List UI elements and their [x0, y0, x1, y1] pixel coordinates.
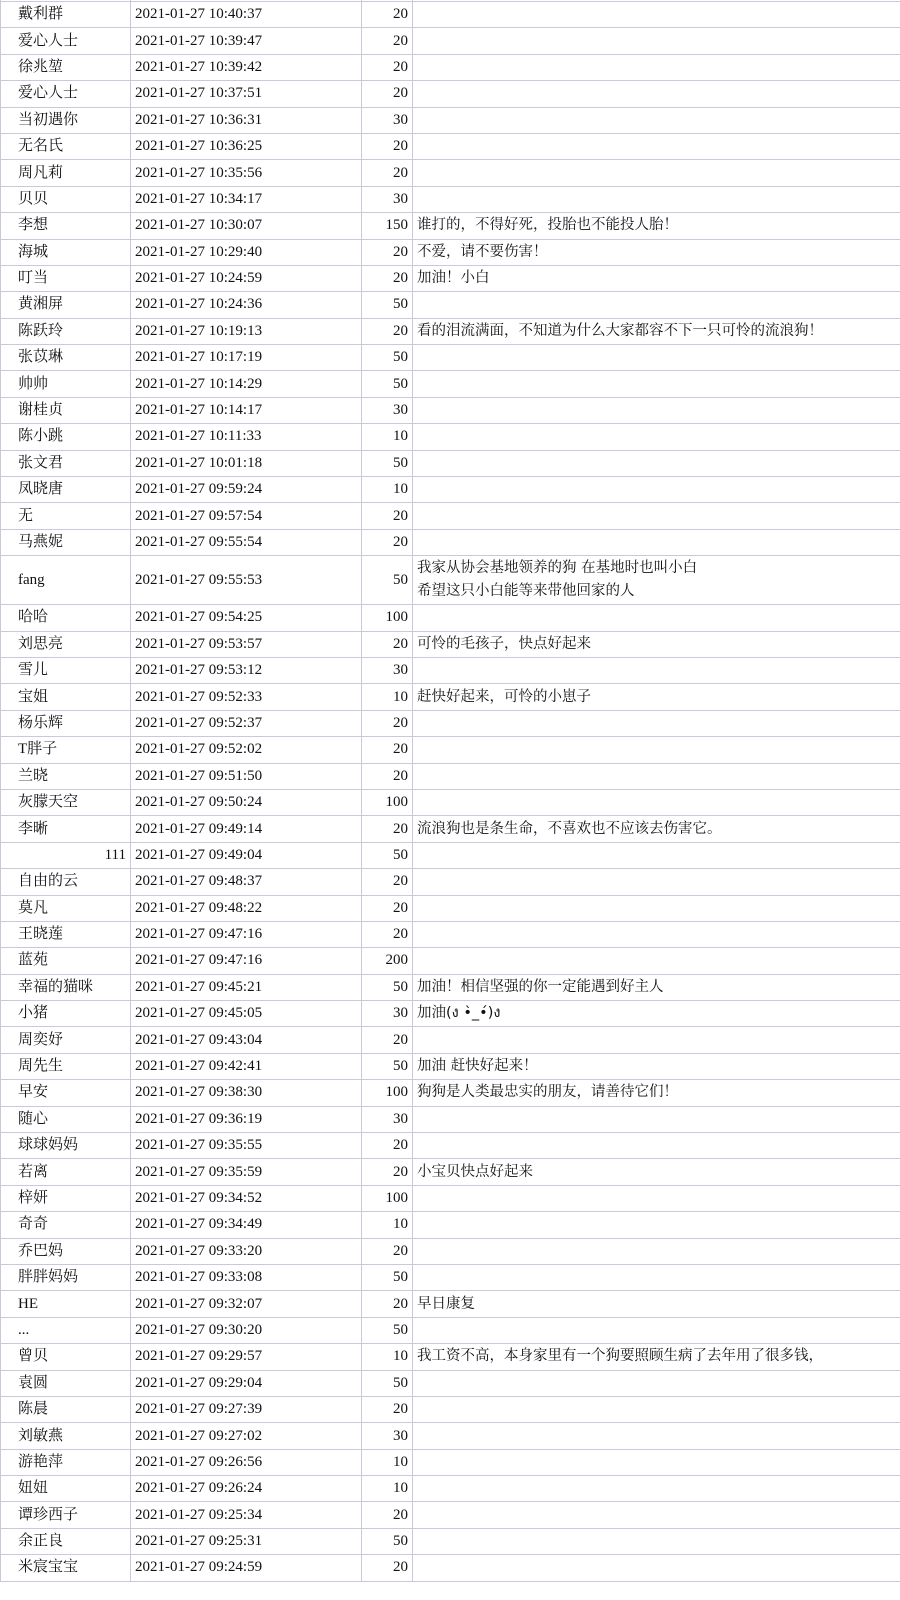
donation-time-cell: 2021-01-27 09:33:20	[131, 1238, 362, 1264]
donation-time-cell: 2021-01-27 09:30:20	[131, 1317, 362, 1343]
donation-time-cell: 2021-01-27 09:32:07	[131, 1291, 362, 1317]
table-row	[1, 816, 900, 842]
message-cell	[413, 763, 900, 789]
message-cell: 加油 赶快好起来！	[413, 1053, 900, 1079]
donation-amount-cell: 20	[362, 869, 413, 895]
table-row	[1, 710, 900, 736]
donation-amount-cell: 30	[362, 107, 413, 133]
message-cell	[413, 1238, 900, 1264]
donor-name-cell: 蓝苑	[1, 948, 131, 974]
donation-time-cell: 2021-01-27 09:47:16	[131, 948, 362, 974]
donation-amount-cell: 100	[362, 1185, 413, 1211]
donation-time-cell: 2021-01-27 09:55:54	[131, 529, 362, 555]
donor-name-cell: 叮当	[1, 265, 131, 291]
message-cell	[413, 2, 900, 28]
donation-amount-cell: 20	[362, 1238, 413, 1264]
table-row	[1, 1212, 900, 1238]
message-cell	[413, 869, 900, 895]
donation-time-cell: 2021-01-27 09:52:02	[131, 737, 362, 763]
donation-time-cell: 2021-01-27 09:54:25	[131, 605, 362, 631]
donation-amount-cell: 20	[362, 81, 413, 107]
donor-name-cell: 莫凡	[1, 895, 131, 921]
donation-time-cell: 2021-01-27 10:24:36	[131, 292, 362, 318]
table-row	[1, 789, 900, 815]
table-row	[1, 1106, 900, 1132]
donor-name-cell: 幸福的猫咪	[1, 974, 131, 1000]
donation-amount-cell: 30	[362, 397, 413, 423]
donation-amount-cell: 30	[362, 657, 413, 683]
message-cell	[413, 948, 900, 974]
donation-amount-cell: 20	[362, 529, 413, 555]
table-row	[1, 974, 900, 1000]
donation-time-cell: 2021-01-27 09:45:21	[131, 974, 362, 1000]
donor-name-cell: 球球妈妈	[1, 1133, 131, 1159]
table-row	[1, 1370, 900, 1396]
donor-name-cell: 袁圆	[1, 1370, 131, 1396]
table-row	[1, 948, 900, 974]
donor-name-cell: 随心	[1, 1106, 131, 1132]
table-row	[1, 763, 900, 789]
donation-amount-cell: 100	[362, 789, 413, 815]
donor-name-cell: 李想	[1, 213, 131, 239]
table-row	[1, 1449, 900, 1475]
message-cell	[413, 397, 900, 423]
donor-name-cell: 陈跃玲	[1, 318, 131, 344]
message-cell	[413, 556, 900, 605]
donation-time-cell: 2021-01-27 10:29:40	[131, 239, 362, 265]
donor-name-cell: 张文君	[1, 450, 131, 476]
donation-time-cell: 2021-01-27 09:49:04	[131, 842, 362, 868]
donation-time-cell: 2021-01-27 09:50:24	[131, 789, 362, 815]
table-row	[1, 1344, 900, 1370]
donation-amount-cell: 30	[362, 1423, 413, 1449]
message-cell: 可怜的毛孩子，快点好起来	[413, 631, 900, 657]
table-row	[1, 265, 900, 291]
table-row	[1, 1080, 900, 1106]
donor-name-cell: 张苡琳	[1, 345, 131, 371]
donation-time-cell: 2021-01-27 09:45:05	[131, 1001, 362, 1027]
table-row	[1, 631, 900, 657]
donor-name-cell: 徐兆堃	[1, 54, 131, 80]
donor-name-cell: 哈哈	[1, 605, 131, 631]
donation-time-cell: 2021-01-27 09:51:50	[131, 763, 362, 789]
table-row	[1, 450, 900, 476]
donation-amount-cell: 100	[362, 1080, 413, 1106]
donation-time-cell: 2021-01-27 09:52:33	[131, 684, 362, 710]
table-row	[1, 503, 900, 529]
donation-amount-cell: 50	[362, 1317, 413, 1343]
message-cell	[413, 1449, 900, 1475]
donation-amount-cell: 20	[362, 1027, 413, 1053]
message-cell	[413, 107, 900, 133]
donor-name-cell: 自由的云	[1, 869, 131, 895]
donation-time-cell: 2021-01-27 09:53:12	[131, 657, 362, 683]
donation-time-cell: 2021-01-27 10:36:31	[131, 107, 362, 133]
donation-amount-cell: 20	[362, 1133, 413, 1159]
donor-name-cell: 谭珍西子	[1, 1502, 131, 1528]
donation-amount-cell: 20	[362, 265, 413, 291]
message-cell	[413, 28, 900, 54]
donor-name-cell: 当初遇你	[1, 107, 131, 133]
donation-time-cell: 2021-01-27 09:34:49	[131, 1212, 362, 1238]
donor-name-cell: 爱心人士	[1, 28, 131, 54]
donation-amount-cell: 20	[362, 1159, 413, 1185]
table-row	[1, 1185, 900, 1211]
message-cell	[413, 605, 900, 631]
message-cell	[413, 1528, 900, 1554]
table-row	[1, 133, 900, 159]
table-row	[1, 213, 900, 239]
donor-name-cell: 兰晓	[1, 763, 131, 789]
message-line: 我家从协会基地领养的狗 在基地时也叫小白	[417, 560, 698, 577]
message-cell: 赶快好起来，可怜的小崽子	[413, 684, 900, 710]
donor-name-cell: 杨乐辉	[1, 710, 131, 736]
table-row	[1, 1476, 900, 1502]
donation-amount-cell: 10	[362, 1344, 413, 1370]
donation-amount-cell: 50	[362, 842, 413, 868]
donation-amount-cell: 50	[362, 1053, 413, 1079]
message-cell	[413, 1317, 900, 1343]
donor-name-cell: 周先生	[1, 1053, 131, 1079]
donation-time-cell: 2021-01-27 10:01:18	[131, 450, 362, 476]
donation-time-cell: 2021-01-27 10:11:33	[131, 424, 362, 450]
message-cell: 狗狗是人类最忠实的朋友，请善待它们！	[413, 1080, 900, 1106]
message-cell	[413, 424, 900, 450]
donor-name-cell: 爱心人士	[1, 81, 131, 107]
donation-time-cell: 2021-01-27 09:29:57	[131, 1344, 362, 1370]
table-row	[1, 1027, 900, 1053]
message-cell	[413, 186, 900, 212]
donation-time-cell: 2021-01-27 10:24:59	[131, 265, 362, 291]
donation-time-cell: 2021-01-27 09:48:37	[131, 869, 362, 895]
donation-time-cell: 2021-01-27 09:26:56	[131, 1449, 362, 1475]
donor-name-cell: 奇奇	[1, 1212, 131, 1238]
table-row	[1, 605, 900, 631]
message-cell	[413, 292, 900, 318]
donation-amount-cell: 20	[362, 133, 413, 159]
donor-name-cell: 无名氏	[1, 133, 131, 159]
donation-time-cell: 2021-01-27 10:14:17	[131, 397, 362, 423]
donation-amount-cell: 10	[362, 424, 413, 450]
message-cell: 早日康复	[413, 1291, 900, 1317]
donation-time-cell: 2021-01-27 09:57:54	[131, 503, 362, 529]
donation-amount-cell: 20	[362, 1291, 413, 1317]
donation-amount-cell: 20	[362, 1555, 413, 1581]
donation-amount-cell: 20	[362, 160, 413, 186]
donor-name-cell: 111	[1, 842, 131, 868]
message-cell	[413, 450, 900, 476]
table-row	[1, 556, 900, 605]
table-row	[1, 1264, 900, 1290]
message-cell	[413, 1423, 900, 1449]
message-cell: 谁打的，不得好死，投胎也不能投人胎！	[413, 213, 900, 239]
message-cell	[413, 1555, 900, 1581]
donor-name-cell: 陈晨	[1, 1396, 131, 1422]
donation-time-cell: 2021-01-27 09:59:24	[131, 477, 362, 503]
donor-name-cell: 若离	[1, 1159, 131, 1185]
message-cell	[413, 81, 900, 107]
table-row	[1, 292, 900, 318]
donation-time-cell: 2021-01-27 10:35:56	[131, 160, 362, 186]
message-cell: 小宝贝快点好起来	[413, 1159, 900, 1185]
donation-time-cell: 2021-01-27 09:27:39	[131, 1396, 362, 1422]
table-row	[1, 54, 900, 80]
donation-amount-cell: 30	[362, 1106, 413, 1132]
table-row	[1, 921, 900, 947]
donor-name-cell: 余正良	[1, 1528, 131, 1554]
message-cell	[413, 54, 900, 80]
donation-time-cell: 2021-01-27 09:36:19	[131, 1106, 362, 1132]
message-cell	[413, 1476, 900, 1502]
table-row	[1, 371, 900, 397]
donation-amount-cell: 10	[362, 684, 413, 710]
table-row	[1, 107, 900, 133]
donation-amount-cell: 30	[362, 186, 413, 212]
message-line: 希望这只小白能等来带他回家的人	[417, 583, 635, 600]
donor-name-cell: fang	[1, 556, 131, 605]
donor-name-cell: 李晰	[1, 816, 131, 842]
donation-amount-cell: 20	[362, 503, 413, 529]
donation-amount-cell: 50	[362, 345, 413, 371]
table-row	[1, 1502, 900, 1528]
donation-amount-cell: 100	[362, 605, 413, 631]
table-row	[1, 81, 900, 107]
message-cell	[413, 1185, 900, 1211]
table-row	[1, 1001, 900, 1027]
message-cell	[413, 477, 900, 503]
table-row	[1, 239, 900, 265]
message-cell	[413, 1027, 900, 1053]
donation-time-cell: 2021-01-27 09:27:02	[131, 1423, 362, 1449]
donation-amount-cell: 50	[362, 556, 413, 605]
message-cell: 加油(ง •̀_•́)ง	[413, 1001, 900, 1027]
message-cell	[413, 1264, 900, 1290]
table-row	[1, 424, 900, 450]
table-row	[1, 1423, 900, 1449]
table-row	[1, 1555, 900, 1581]
donation-amount-cell: 20	[362, 54, 413, 80]
donor-name-cell: 王晓莲	[1, 921, 131, 947]
donor-name-cell: 宝姐	[1, 684, 131, 710]
donation-amount-cell: 10	[362, 1449, 413, 1475]
donation-amount-cell: 10	[362, 1212, 413, 1238]
table-row	[1, 1133, 900, 1159]
donor-name-cell: 曾贝	[1, 1344, 131, 1370]
donation-time-cell: 2021-01-27 09:25:31	[131, 1528, 362, 1554]
table-row	[1, 842, 900, 868]
donation-amount-cell: 50	[362, 1528, 413, 1554]
message-cell	[413, 921, 900, 947]
table-row	[1, 28, 900, 54]
donor-name-cell: 刘思亮	[1, 631, 131, 657]
message-cell	[413, 737, 900, 763]
donor-name-cell: ...	[1, 1317, 131, 1343]
table-row	[1, 345, 900, 371]
donation-time-cell: 2021-01-27 10:39:47	[131, 28, 362, 54]
donation-amount-cell: 20	[362, 1396, 413, 1422]
table-row	[1, 1238, 900, 1264]
donation-time-cell: 2021-01-27 09:42:41	[131, 1053, 362, 1079]
donor-name-cell: 无	[1, 503, 131, 529]
donation-amount-cell: 30	[362, 1001, 413, 1027]
donation-time-cell: 2021-01-27 09:33:08	[131, 1264, 362, 1290]
donor-name-cell: 米宸宝宝	[1, 1555, 131, 1581]
donation-amount-cell: 200	[362, 948, 413, 974]
message-cell	[413, 1212, 900, 1238]
message-cell	[413, 657, 900, 683]
table-row	[1, 318, 900, 344]
donation-amount-cell: 20	[362, 710, 413, 736]
donor-name-cell: HE	[1, 1291, 131, 1317]
donation-amount-cell: 20	[362, 28, 413, 54]
table-row	[1, 160, 900, 186]
donor-name-cell: 帅帅	[1, 371, 131, 397]
donation-time-cell: 2021-01-27 10:39:42	[131, 54, 362, 80]
message-cell	[413, 345, 900, 371]
message-cell	[413, 1370, 900, 1396]
message-cell	[413, 895, 900, 921]
donation-amount-cell: 50	[362, 371, 413, 397]
donation-time-cell: 2021-01-27 09:35:59	[131, 1159, 362, 1185]
donation-amount-cell: 50	[362, 450, 413, 476]
table-row	[1, 1528, 900, 1554]
message-cell	[413, 1133, 900, 1159]
message-cell: 加油！小白	[413, 265, 900, 291]
donor-name-cell: 贝贝	[1, 186, 131, 212]
table-row	[1, 397, 900, 423]
donation-time-cell: 2021-01-27 09:38:30	[131, 1080, 362, 1106]
donor-name-cell: 妞妞	[1, 1476, 131, 1502]
donor-name-cell: 小猪	[1, 1001, 131, 1027]
table-row	[1, 869, 900, 895]
donation-time-cell: 2021-01-27 10:40:37	[131, 2, 362, 28]
donor-name-cell: 早安	[1, 1080, 131, 1106]
donation-amount-cell: 20	[362, 763, 413, 789]
donation-time-cell: 2021-01-27 09:29:04	[131, 1370, 362, 1396]
table-row	[1, 2, 900, 28]
message-cell	[413, 1396, 900, 1422]
message-cell: 我工资不高，本身家里有一个狗要照顾生病了去年用了很多钱，	[413, 1344, 900, 1370]
donation-amount-cell: 50	[362, 1370, 413, 1396]
table-row	[1, 1159, 900, 1185]
donation-time-cell: 2021-01-27 09:24:59	[131, 1555, 362, 1581]
donation-amount-cell: 20	[362, 318, 413, 344]
donor-name-cell: 周奕妤	[1, 1027, 131, 1053]
donation-amount-cell: 50	[362, 1264, 413, 1290]
message-cell	[413, 710, 900, 736]
donation-time-cell: 2021-01-27 10:34:17	[131, 186, 362, 212]
donation-amount-cell: 10	[362, 1476, 413, 1502]
donation-time-cell: 2021-01-27 10:19:13	[131, 318, 362, 344]
message-cell: 加油！相信坚强的你一定能遇到好主人	[413, 974, 900, 1000]
table-row	[1, 737, 900, 763]
donor-name-cell: 游艳萍	[1, 1449, 131, 1475]
donation-time-cell: 2021-01-27 10:14:29	[131, 371, 362, 397]
donor-name-cell: 马燕妮	[1, 529, 131, 555]
message-cell	[413, 789, 900, 815]
donation-amount-cell: 20	[362, 737, 413, 763]
message-cell	[413, 1106, 900, 1132]
donation-amount-cell: 20	[362, 895, 413, 921]
donor-name-cell: 雪儿	[1, 657, 131, 683]
message-cell: 看的泪流满面，不知道为什么大家都容不下一只可怜的流浪狗！	[413, 318, 900, 344]
table-row	[1, 1053, 900, 1079]
donation-time-cell: 2021-01-27 10:17:19	[131, 345, 362, 371]
donor-name-cell: 刘敏燕	[1, 1423, 131, 1449]
table-row	[1, 186, 900, 212]
donation-time-cell: 2021-01-27 09:47:16	[131, 921, 362, 947]
message-cell	[413, 529, 900, 555]
donation-time-cell: 2021-01-27 09:48:22	[131, 895, 362, 921]
donation-amount-cell: 50	[362, 974, 413, 1000]
donation-amount-cell: 10	[362, 477, 413, 503]
donation-time-cell: 2021-01-27 10:37:51	[131, 81, 362, 107]
table-row	[1, 895, 900, 921]
donor-name-cell: 戴利群	[1, 2, 131, 28]
donation-amount-cell: 150	[362, 213, 413, 239]
donor-name-cell: 海城	[1, 239, 131, 265]
table-row	[1, 477, 900, 503]
donation-time-cell: 2021-01-27 09:43:04	[131, 1027, 362, 1053]
donation-time-cell: 2021-01-27 10:36:25	[131, 133, 362, 159]
message-cell	[413, 503, 900, 529]
donor-name-cell: 陈小跳	[1, 424, 131, 450]
message-cell	[413, 160, 900, 186]
table-row	[1, 1396, 900, 1422]
table-row	[1, 657, 900, 683]
message-cell	[413, 133, 900, 159]
message-cell	[413, 1502, 900, 1528]
donor-name-cell: 谢桂贞	[1, 397, 131, 423]
donor-name-cell: 梓妍	[1, 1185, 131, 1211]
donation-time-cell: 2021-01-27 09:53:57	[131, 631, 362, 657]
donation-time-cell: 2021-01-27 09:55:53	[131, 556, 362, 605]
donor-name-cell: 凤晓唐	[1, 477, 131, 503]
donation-amount-cell: 20	[362, 2, 413, 28]
donation-time-cell: 2021-01-27 09:26:24	[131, 1476, 362, 1502]
donor-name-cell: 灰朦天空	[1, 789, 131, 815]
message-cell	[413, 371, 900, 397]
table-row	[1, 1317, 900, 1343]
donation-amount-cell: 20	[362, 631, 413, 657]
donor-name-cell: 胖胖妈妈	[1, 1264, 131, 1290]
donation-time-cell: 2021-01-27 09:49:14	[131, 816, 362, 842]
donation-time-cell: 2021-01-27 09:34:52	[131, 1185, 362, 1211]
message-cell: 流浪狗也是条生命，不喜欢也不应该去伤害它。	[413, 816, 900, 842]
donation-time-cell: 2021-01-27 09:52:37	[131, 710, 362, 736]
donor-name-cell: 黄湘屏	[1, 292, 131, 318]
donation-amount-cell: 50	[362, 292, 413, 318]
donor-name-cell: T胖子	[1, 737, 131, 763]
message-cell	[413, 842, 900, 868]
donation-amount-cell: 20	[362, 921, 413, 947]
table-row	[1, 684, 900, 710]
donation-time-cell: 2021-01-27 09:25:34	[131, 1502, 362, 1528]
donation-amount-cell: 20	[362, 816, 413, 842]
message-cell: 不爱，请不要伤害！	[413, 239, 900, 265]
donation-time-cell: 2021-01-27 09:35:55	[131, 1133, 362, 1159]
donation-amount-cell: 20	[362, 239, 413, 265]
donor-name-cell: 乔巴妈	[1, 1238, 131, 1264]
donor-name-cell: 周凡莉	[1, 160, 131, 186]
donation-amount-cell: 20	[362, 1502, 413, 1528]
table-row	[1, 1291, 900, 1317]
donation-time-cell: 2021-01-27 10:30:07	[131, 213, 362, 239]
table-row	[1, 529, 900, 555]
